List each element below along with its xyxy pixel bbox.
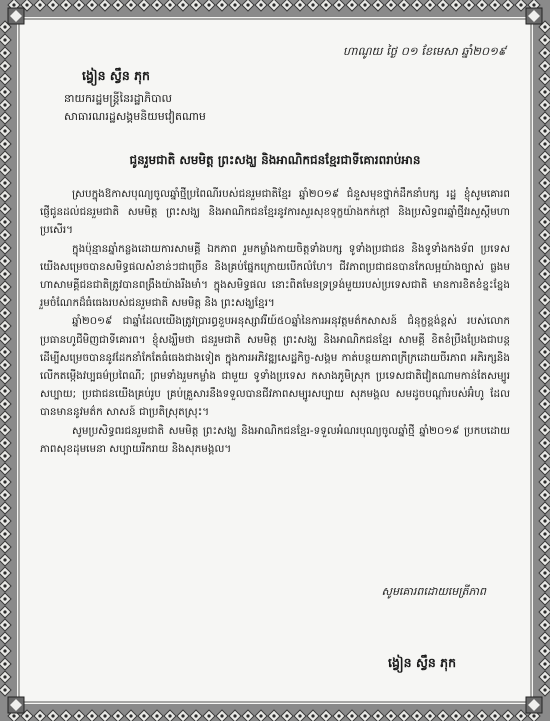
paragraph: ក្នុងប៉ុន្មានឆ្នាំកន្លងដោយការសាមគ្គី ឯកភាព រួមកម្លាំងកាយចិត្តទាំងបក្ស ទូទាំងប្រជាជន និងទូទាំងកងទ័ព ប្រទេសយើងសម្រេចបានសមិទ្ធផលសំខាន់ៗជាច្រើន និងគ្រប់ផ្នែកក្រោយបើកលំហែ។ ជីវភាពប្រជាជនបានកែលម្អយ៉ាងច្បាស់ ធ្លងមហាសាមគ្គីជនជាតិត្រូវបានពង្រឹងយ៉ាងរឹងមាំ។ ក្នុងសមិទ្ធផល នោះពិតមែនទ្រទ្រង់មួយរបស់ប្រទេសជាតិ មានការខិតខំខ្នះខ្នែង រួមចំណែកដ៏ធំធេងរបស់ជនរួមជាតិ សមមិត្ត និង ព្រះសង្ឃខ្មែរ។ <box>40 242 510 310</box>
sender-title <box>64 90 206 126</box>
sender-name: ង្វៀន ស្វឹន ភុក <box>82 68 150 83</box>
paragraph: ស្របក្នុងឱកាសបុណ្យចូលឆ្នាំថ្មីប្រពៃណីរបស់ជនរួមជាតិខ្មែរ ឆ្នាំ២០១៩ ជំនួសមុខថ្នាក់ដឹកនាំបក្ស រដ្ឋ ខ្ញុំសូមគោរពផ្ញើជូនដល់ជនរួមជាតិ សមមិត្ត ព្រះសង្ឃ និងអាណិកជនខ្មែរនូវការសួរសុខទុក្ខយ៉ាងកក់ក្តៅ និងប្រសិទ្ធពរឆ្នាំថ្មីវរសួស្តីមហាប្រសើរ។ <box>40 188 510 237</box>
letter-body <box>40 185 510 458</box>
closing-phrase: សូមគោរពដោយមេត្រីភាព <box>381 585 486 598</box>
sender-title-line-2: សាធារណរដ្ឋសង្គមនិយមវៀតណាម <box>64 110 206 123</box>
paragraph: ឆ្នាំ២០១៩ ជាឆ្នាំដែលយើងត្រូវប្រារព្ធខួបអនុស្សាវរីយ៍៥០ឆ្នាំនៃការអនុវត្តមត៌កសាសន៍ ជំនុក្ខខ្ពង់ខ្ពស់ របស់លោកប្រធានហូជីមិញជាទីគោរព។ ខ្ញុំសង្ឃឹមថា ជនរួមជាតិ សមមិត្ត ព្រះសង្ឃ និងអាណិកជនខ្មែរ សាមគ្គី ខិតខំប្រឹងប្រែងជាបន្ត ដើម្បីសម្រេចបាននូវដែកនាំកែតែធំធេងជាងទៀត ក្នុងការអភិវឌ្ឍសេដ្ឋកិច្ច-សង្គម កាត់បន្ថយភាពក្រីក្រដោយចីរភាព អភិរក្សនិងលើកតម្កើងវប្បធម៌ប្រពៃណី; ព្រមទាំងរួមកម្លាំង ជាមួយ ទូទាំងប្រទេស កសាងភូមិស្រុក ប្រទេសជាតិវៀតណាមកាន់តែសម្បូរសប្បាយ; ប្រជាជនយើងគ្រប់រូប គ្រប់គ្រួសារនឹងទទួលបានជីវភាពសម្បូរសប្បាយ សុភមង្គល សមដូចបណ្តាំរបស់អ៊ំហូ ដែលបានមាននូវមត៌ក សាសន៍ ជាប្រតិស្រុតស្រុះ។ <box>40 315 510 419</box>
paragraph: សូមប្រសិទ្ធពរជនរួមជាតិ សមមិត្ត ព្រះសង្ឃ និងអាណិកជនខ្មែរ-ទទួលអំណរបុណ្យចូលឆ្នាំថ្មី ឆ្នាំ២០១៩ ប្រកបដោយភាពសុខដុមមេនា សប្បាយរីករាយ និងសុភមង្គល។ <box>40 424 510 455</box>
letter-subject: ជូនរួមជាតិ សមមិត្ត ព្រះសង្ឃ និងអាណិកជនខ្មែរជាទីគោរពរាប់អាន <box>129 153 421 167</box>
letter-date: ហាណូយ ថ្ងៃ ០១ ខែមេសា ឆ្នាំ២០១៩ <box>342 44 506 58</box>
letter-content <box>38 28 512 693</box>
sender-title-line-1: នាយករដ្ឋមន្ត្រីនៃរដ្ឋាភិបាល <box>64 92 173 105</box>
signature-name: ង្វៀន ស្វឹន ភុក <box>388 655 456 670</box>
